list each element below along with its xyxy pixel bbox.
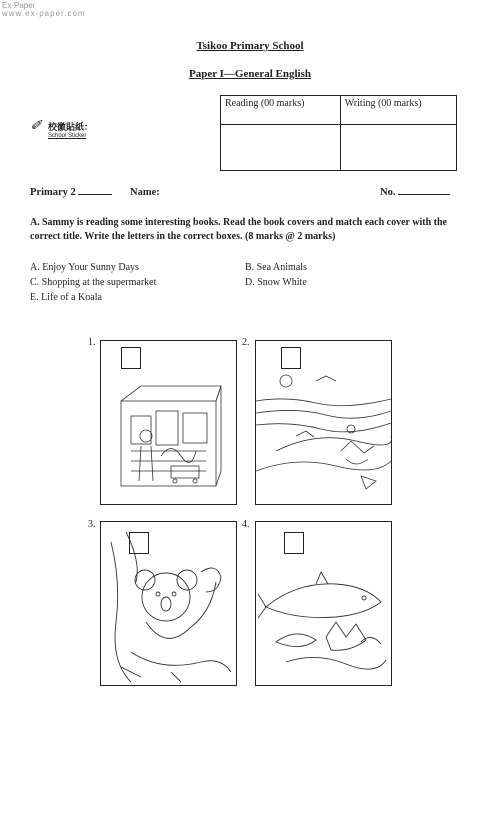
option-d: D. Snow White (245, 277, 307, 288)
option-b: B. Sea Animals (245, 262, 307, 273)
number-label: No. (380, 187, 396, 198)
book-cover-2 (255, 340, 392, 505)
writing-marks-cell[interactable] (340, 125, 456, 171)
cover-number-4: 4. (242, 519, 250, 530)
watermark-line-2: www.ex-paper.com (2, 9, 86, 18)
koala-illustration (101, 522, 236, 685)
book-cover-3 (100, 521, 237, 686)
pencil-icon: ✐ (30, 119, 42, 134)
reading-marks-cell[interactable] (221, 125, 341, 171)
sticker-label-chinese: 校徽貼紙： (48, 123, 94, 133)
number-field (380, 187, 450, 198)
sticker-label-english: School Sticker (48, 133, 87, 139)
cover-number-1: 1. (88, 337, 96, 348)
writing-marks-header: Writing (00 marks) (340, 96, 456, 125)
number-blank[interactable] (398, 194, 450, 195)
cover-number-2: 2. (242, 337, 250, 348)
section-a-label: A. (30, 217, 40, 228)
name-label: Name: (130, 187, 160, 198)
sea-animals-illustration (256, 522, 391, 685)
section-a-text: Sammy is reading some interesting books. Read the book covers and match each cover with the correct title. Write the letters in the correct boxes. (8 marks @ 2 marks) (30, 217, 447, 242)
school-title: Tsikoo Primary School (196, 40, 304, 52)
marks-table (220, 95, 457, 171)
option-c: C. Shopping at the supermarket (30, 277, 157, 288)
name-field (130, 187, 160, 198)
school-sticker-label (30, 118, 120, 144)
watermark (2, 2, 86, 18)
watermark-line-1: Ex-Paper (2, 1, 36, 10)
class-blank[interactable] (78, 194, 112, 195)
book-cover-4 (255, 521, 392, 686)
section-a-instruction (30, 216, 470, 244)
supermarket-illustration (101, 341, 236, 504)
paper-title: Paper I—General English (188, 68, 312, 80)
class-field (30, 187, 112, 198)
option-a: A. Enjoy Your Sunny Days (30, 262, 139, 273)
option-e: E. Life of a Koala (30, 292, 102, 303)
beach-illustration (256, 341, 391, 504)
class-label: Primary 2 (30, 187, 76, 198)
reading-marks-header: Reading (00 marks) (221, 96, 341, 125)
book-cover-1 (100, 340, 237, 505)
cover-number-3: 3. (88, 519, 96, 530)
